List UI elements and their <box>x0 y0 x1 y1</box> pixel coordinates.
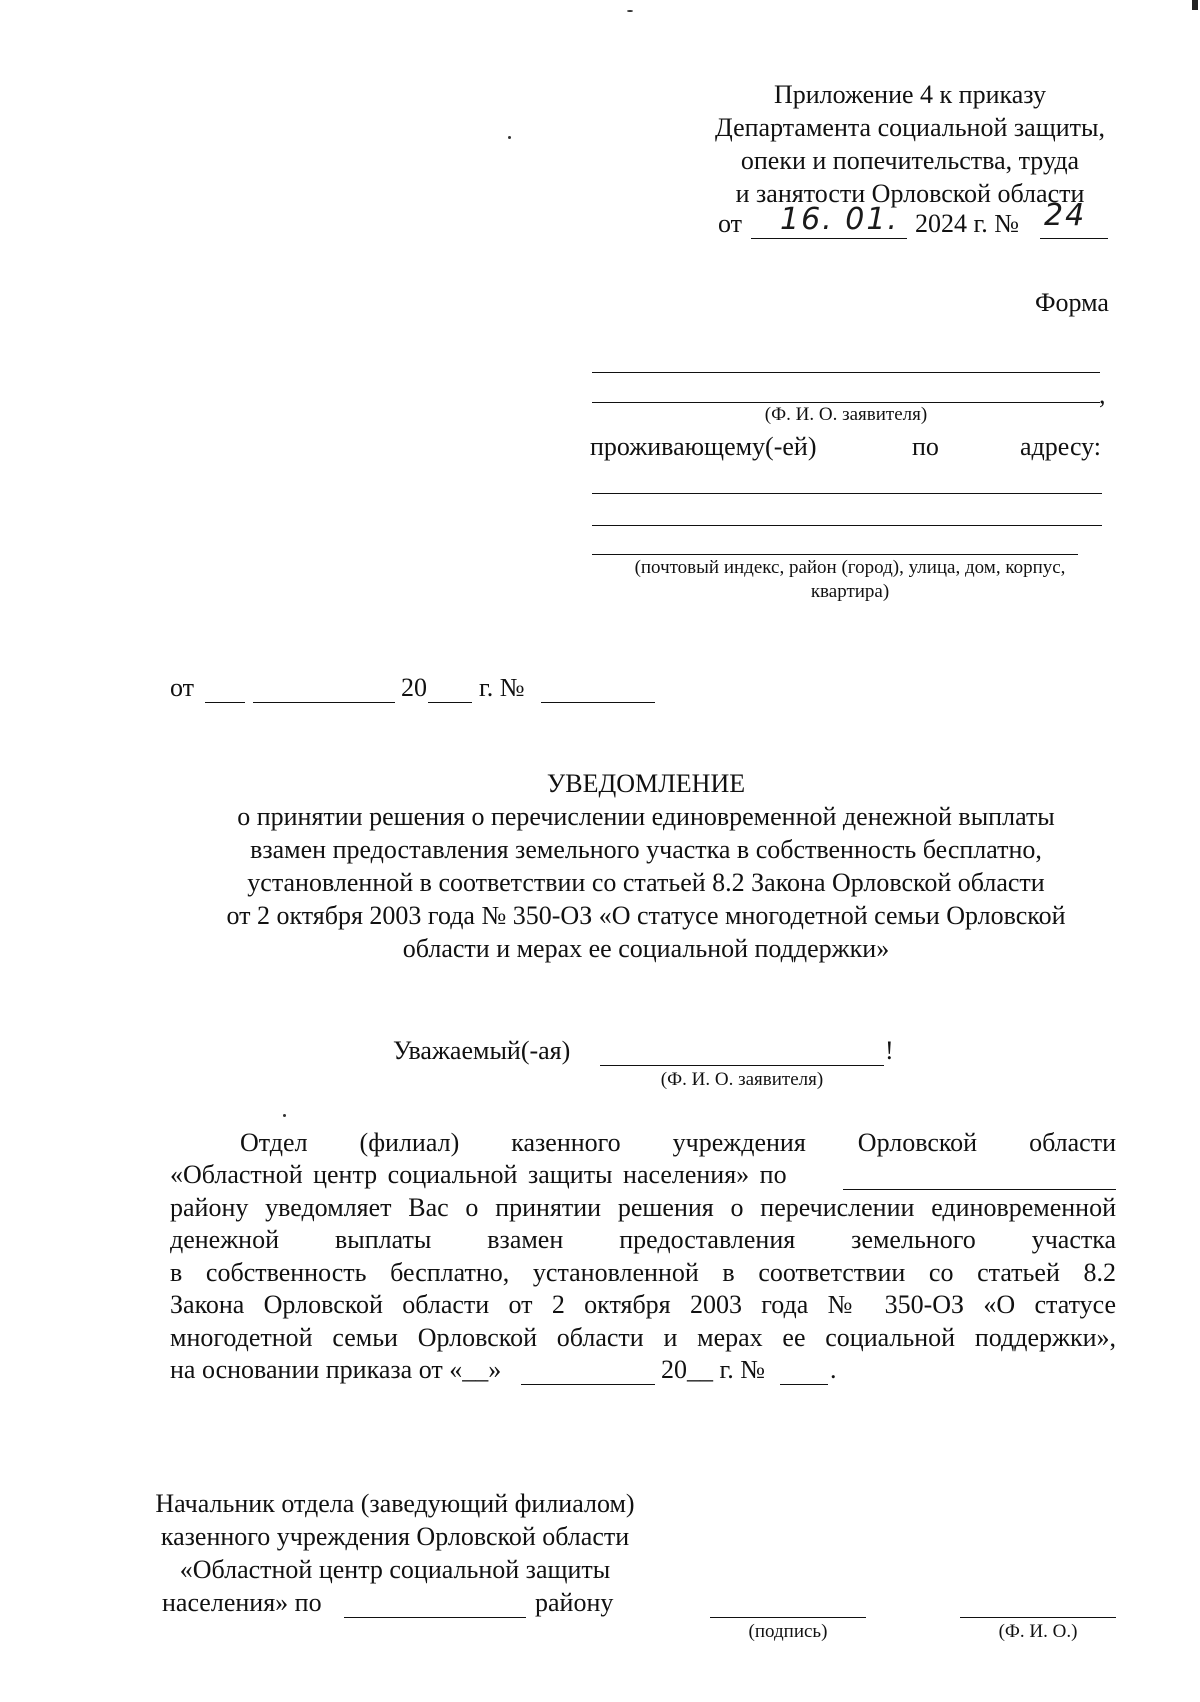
recipient-address-line-3 <box>592 554 1078 555</box>
header-line-4: и занятости Орловской области <box>735 179 1085 208</box>
scan-edge-mark <box>1192 0 1198 10</box>
signature-line-3: «Областной центр социальной защиты <box>179 1555 611 1584</box>
recipient-address-caption-line-2: квартира) <box>810 581 890 602</box>
header-date-underline <box>751 238 907 239</box>
scan-speck <box>627 10 633 12</box>
recipient-address-caption-line-1: (почтовый индекс, район (город), улица, дом, корпус, <box>634 557 1066 578</box>
body-line-2: «Областной центр социальной защиты населения» по <box>170 1160 787 1189</box>
recipient-name-caption: (Ф. И. О. заявителя) <box>764 404 928 425</box>
signature-district-line <box>344 1617 526 1618</box>
scan-speck <box>508 136 511 139</box>
body-line-5: в собственность бесплатно, установленной в соответствии со статьей 8.2 <box>170 1258 1116 1287</box>
signature-name-caption: (Ф. И. О.) <box>998 1621 1078 1642</box>
signature-sign-caption: (подпись) <box>748 1621 828 1642</box>
notice-subtitle-line-4: от 2 октября 2003 года № 350-ОЗ «О статусе многодетной семьи Орловской <box>226 901 1066 930</box>
signature-line-1: Начальник отдела (заведующий филиалом) <box>155 1489 635 1518</box>
outgoing-from: от <box>170 673 195 702</box>
notice-title-block <box>120 767 1172 965</box>
outgoing-day-line <box>205 702 245 703</box>
body-order-number-line <box>780 1384 828 1385</box>
form-label: Форма <box>1035 288 1109 317</box>
recipient-address-line-1 <box>592 493 1102 494</box>
greeting-text: Уважаемый(-ая) <box>393 1036 571 1065</box>
body-line-4: денежной выплаты взамен предоставления земельного участка <box>170 1225 1116 1254</box>
notice-subtitle-line-1: о принятии решения о перечислении единовременной денежной выплаты <box>237 802 1055 831</box>
header-date-prefix: от <box>718 209 743 238</box>
body-line-1: Отдел (филиал) казенного учреждения Орловской области <box>240 1128 1116 1157</box>
signature-sign-line <box>710 1617 866 1618</box>
header-date-year: 2024 г. № <box>915 209 1020 238</box>
recipient-name-line-1 <box>592 372 1100 373</box>
notice-subtitle-line-2: взамен предоставления земельного участка в собственность бесплатно, <box>250 835 1042 864</box>
body-line-8-start: на основании приказа от «__» <box>170 1355 502 1384</box>
body-order-month-line <box>521 1384 655 1385</box>
body-district-line <box>843 1189 1116 1190</box>
outgoing-number-label: г. № <box>479 673 525 702</box>
outgoing-year-prefix: 20 <box>401 673 427 702</box>
recipient-address-word-3: адресу: <box>1020 432 1102 461</box>
recipient-address-word-2: по <box>912 432 939 461</box>
outgoing-number-line <box>541 702 655 703</box>
signature-line-4-end: району <box>535 1588 614 1617</box>
notice-subtitle-line-3: установленной в соответствии со статьей 8.2 Закона Орловской области <box>247 868 1045 897</box>
order-appendix-header <box>690 78 1130 210</box>
body-line-3: району уведомляет Вас о принятии решения о перечислении единовременной <box>170 1193 1116 1222</box>
signature-line-4-start: населения» по <box>162 1588 322 1617</box>
signature-name-line <box>960 1617 1116 1618</box>
scan-speck <box>283 1114 286 1117</box>
signature-line-2: казенного учреждения Орловской области <box>160 1522 630 1551</box>
header-line-3: опеки и попечительства, труда <box>740 146 1080 175</box>
notice-subtitle-line-5: области и мерах ее социальной поддержки» <box>402 934 890 963</box>
notice-title: УВЕДОМЛЕНИЕ <box>546 769 746 798</box>
header-line-2: Департамента социальной защиты, <box>715 113 1105 142</box>
body-line-8-end: . <box>830 1355 837 1384</box>
header-line-1: Приложение 4 к приказу <box>773 80 1046 109</box>
recipient-name-comma: , <box>1099 380 1106 409</box>
body-line-7: многодетной семьи Орловской области и мерах ее социальной поддержки», <box>170 1323 1116 1352</box>
greeting-caption: (Ф. И. О. заявителя) <box>660 1069 824 1090</box>
body-line-6: Закона Орловской области от 2 октября 2003 года № 350-ОЗ «О статусе <box>170 1290 1116 1319</box>
recipient-address-word-1: проживающему(-ей) <box>590 432 817 461</box>
header-number-handwritten: 24 <box>1044 198 1087 233</box>
outgoing-month-line <box>253 702 395 703</box>
header-date-handwritten: 16. 01. <box>780 202 899 237</box>
signature-position-block <box>100 1487 690 1586</box>
outgoing-year-line <box>428 702 472 703</box>
recipient-address-line-2 <box>592 525 1102 526</box>
body-line-8-year: 20__ г. № <box>661 1355 766 1384</box>
recipient-address-caption <box>580 556 1120 604</box>
header-number-underline <box>1040 238 1108 239</box>
greeting-exclamation: ! <box>885 1036 894 1065</box>
greeting-name-line <box>600 1065 884 1066</box>
